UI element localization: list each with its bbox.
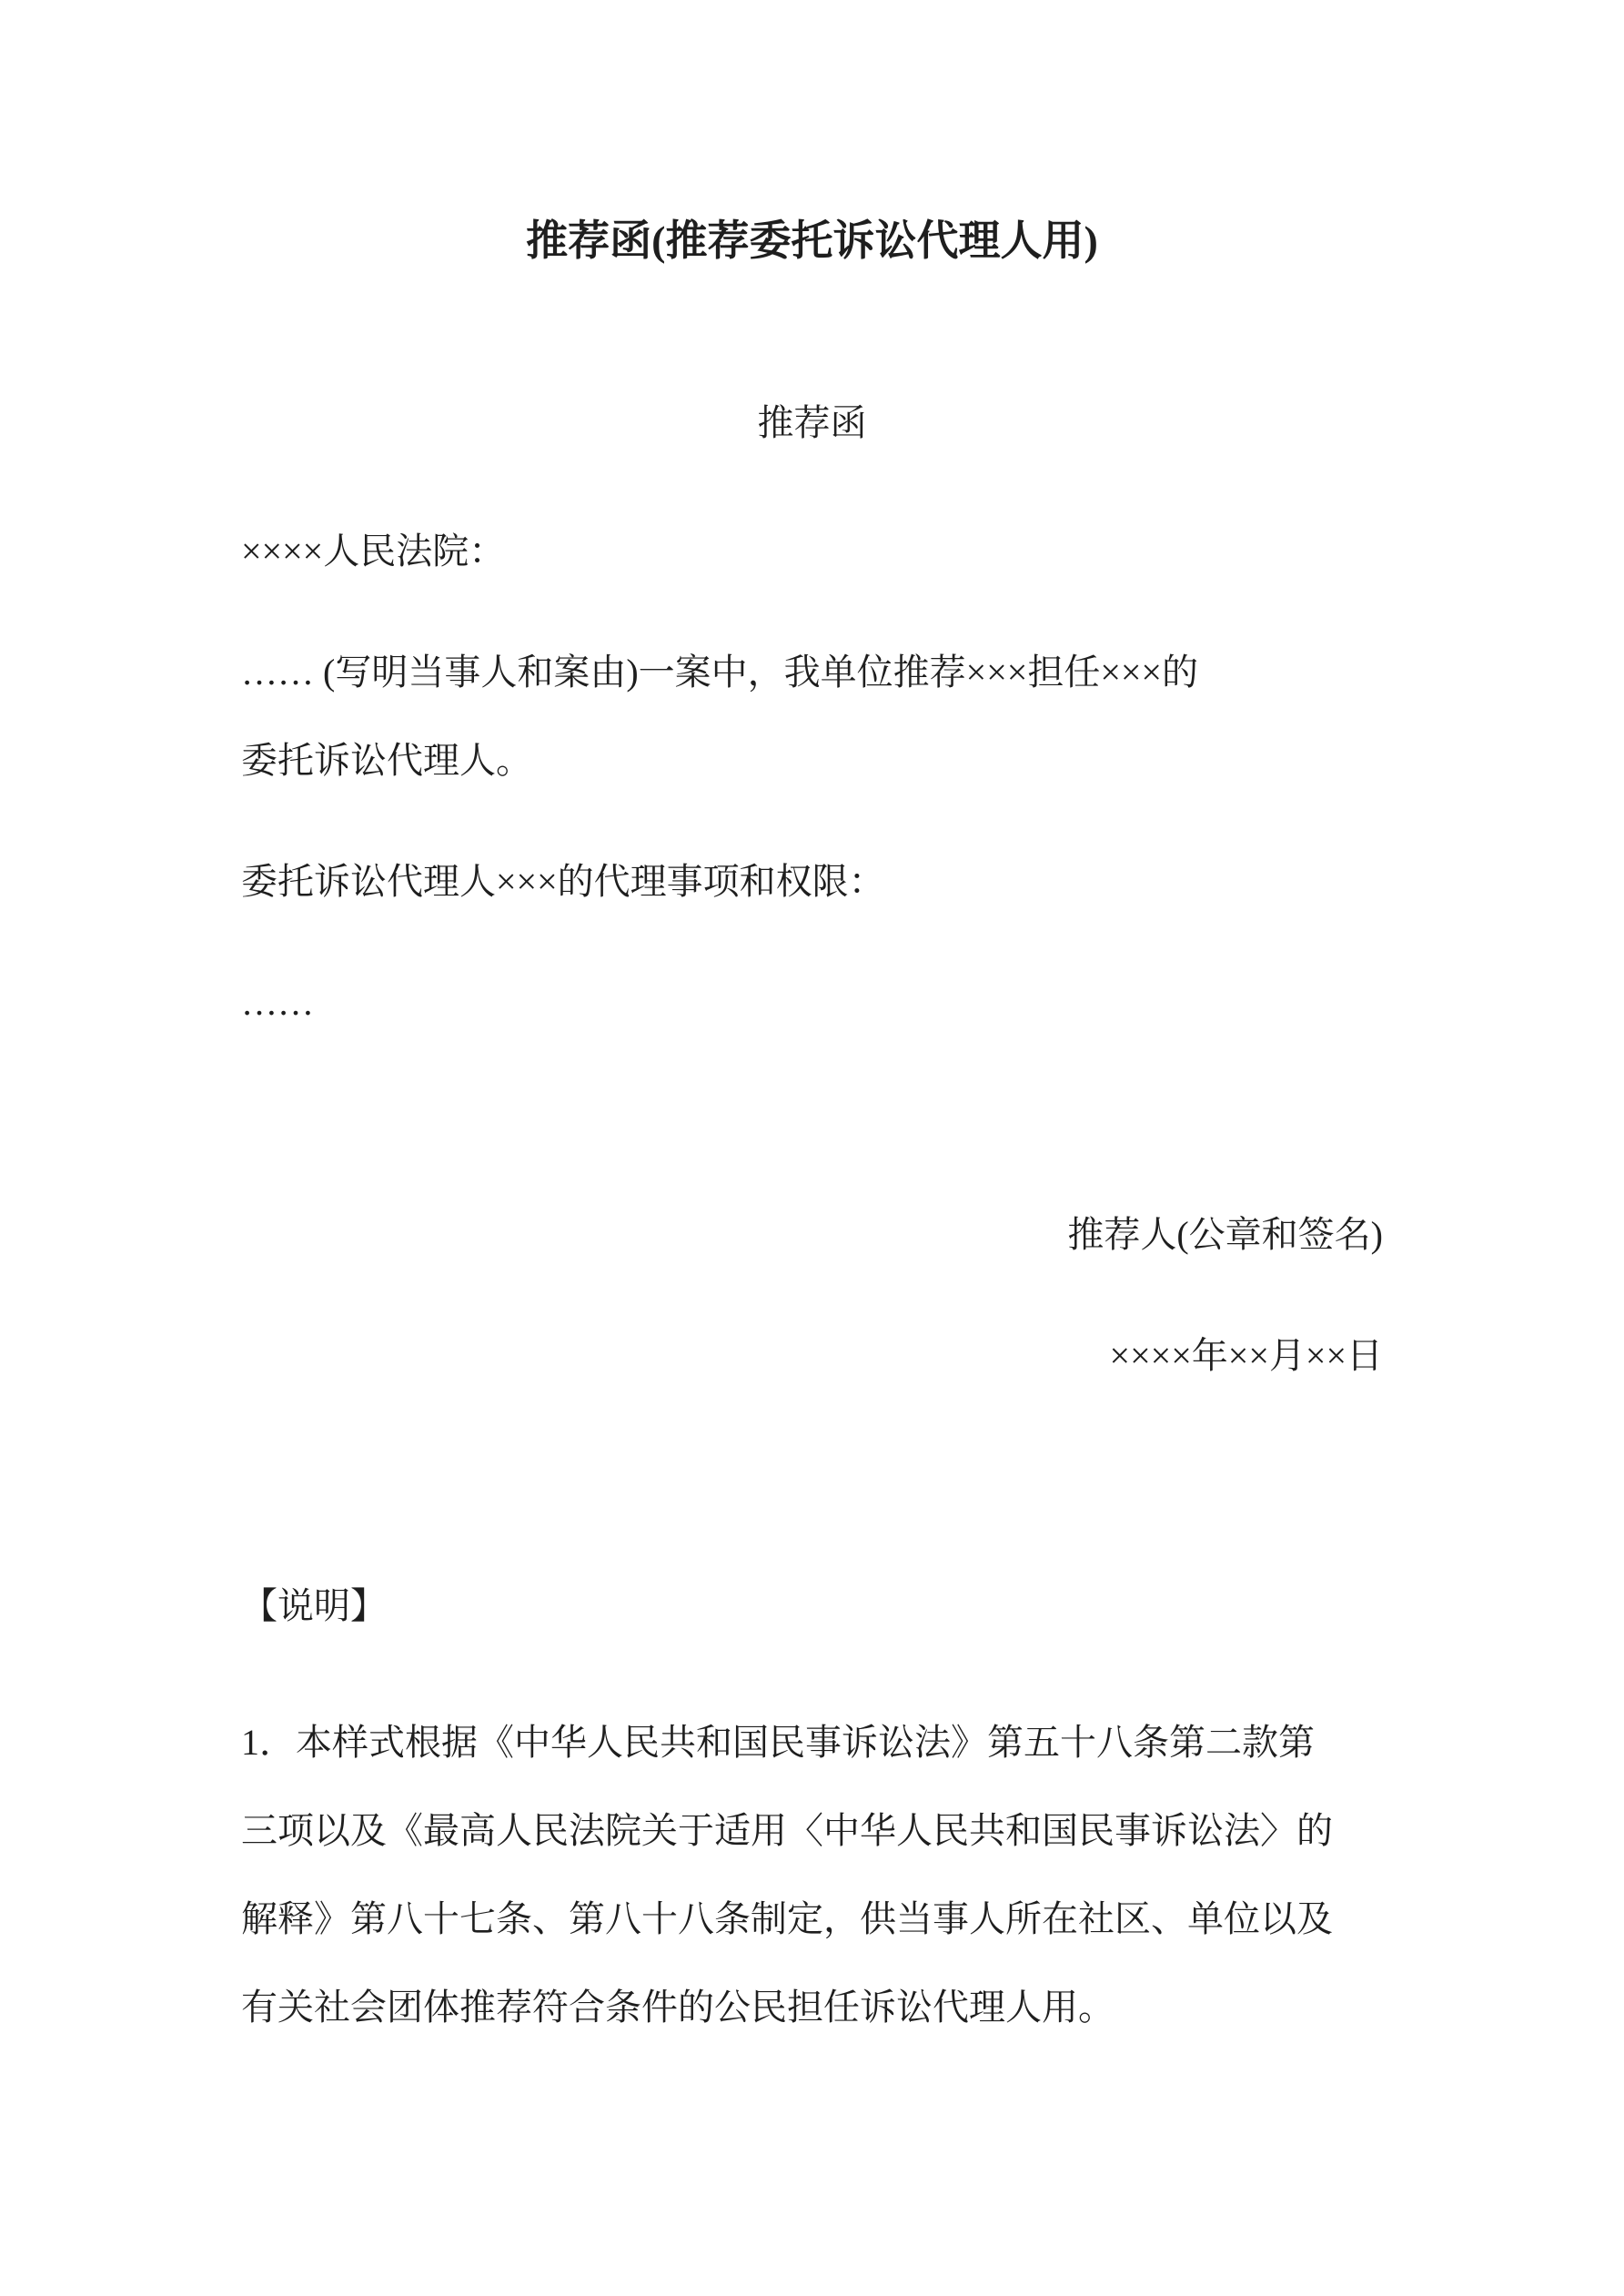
- document-subtitle: 推荐函: [757, 402, 867, 443]
- signer-line: 推荐人(公章和签名): [1067, 1214, 1383, 1255]
- document-title: 推荐函(推荐委托诉讼代理人用): [526, 217, 1098, 264]
- notes-heading: 【说明】: [241, 1585, 387, 1626]
- body-paragraph-2: 委托诉讼代理人×××的代理事项和权限：: [241, 861, 885, 902]
- ellipsis-placeholder-line: ……: [241, 982, 314, 1023]
- date-line: ××××年××月××日: [1109, 1335, 1383, 1376]
- body-paragraph-1-line-1: …… (写明当事人和案由)一案中，我单位推荐×××担任×××的: [241, 652, 1198, 693]
- body-paragraph-1: [241, 628, 1383, 804]
- body-paragraph-1-line-2: 委托诉讼代理人。: [241, 740, 532, 781]
- notes-item-1: [241, 1698, 1383, 2051]
- notes-item-1-line-4: 有关社会团体推荐符合条件的公民担任诉讼代理人用。: [241, 1987, 1115, 2028]
- notes-item-1-line-2: 三项以及《最高人民法院关于适用〈中华人民共和国民事诉讼法〉的: [241, 1810, 1333, 1851]
- notes-item-1-line-1: 1．本样式根据《中华人民共和国民事诉讼法》第五十八条第二款第: [241, 1722, 1315, 1763]
- salutation-line: ××××人民法院：: [241, 531, 506, 571]
- notes-item-1-line-3: 解释》第八十七条、第八十八条制定，供当事人所在社区、单位以及: [241, 1898, 1333, 1939]
